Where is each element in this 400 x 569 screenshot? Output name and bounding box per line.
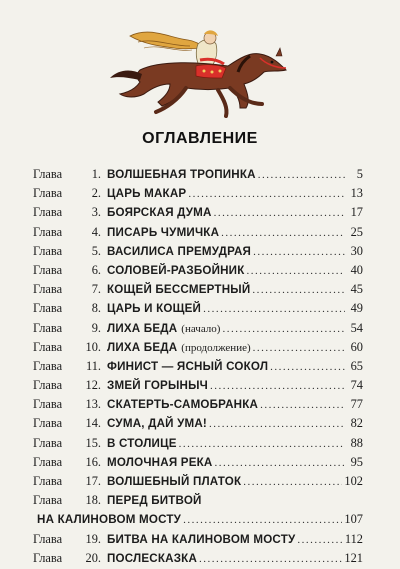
page-number: 65: [350, 358, 363, 373]
toc-entry: [33, 203, 363, 222]
chapter-label: Глава: [33, 243, 63, 258]
chapter-number: 7.: [91, 282, 101, 297]
page-number: 77: [350, 397, 363, 412]
toc-entry: [33, 242, 363, 261]
horse-and-rider-illustration: [100, 8, 300, 120]
chapter-number: 15.: [85, 435, 101, 450]
page-number: 49: [350, 301, 363, 316]
toc-entry: [33, 510, 363, 529]
chapter-label: Глава: [33, 378, 63, 393]
page-number: 40: [350, 262, 363, 277]
toc-entry: [33, 223, 363, 242]
page-number: 88: [350, 435, 363, 450]
chapter-label: Глава: [33, 339, 63, 354]
leader-dots: [179, 435, 345, 454]
leader-dots: [252, 281, 345, 300]
page-number: 30: [350, 243, 363, 258]
chapter-title: ВОЛШЕБНЫЙ ПЛАТОК: [107, 475, 242, 488]
page-number: 112: [344, 531, 363, 546]
chapter-number: 6.: [91, 262, 101, 277]
toc-entry: [33, 338, 363, 357]
leader-dots: [183, 511, 342, 530]
chapter-title: СОЛОВЕЙ-РАЗБОЙНИК: [107, 263, 245, 277]
toc-entry: [33, 280, 363, 299]
leader-dots: [253, 339, 345, 358]
leader-dots: [246, 262, 345, 281]
page-title: ОГЛАВЛЕНИЕ: [142, 130, 258, 147]
toc-entry: [33, 453, 363, 472]
chapter-number: 2.: [91, 186, 101, 201]
leader-dots: [199, 550, 342, 569]
page-number: 13: [350, 186, 363, 201]
toc-entry: [33, 395, 363, 414]
toc-entry: [33, 261, 363, 280]
leader-dots: [270, 358, 345, 377]
chapter-number: 1.: [91, 167, 101, 181]
chapter-title: ЛИХА БЕДА: [107, 340, 178, 354]
toc-entry: [33, 165, 363, 184]
chapter-label: Глава: [33, 167, 63, 181]
chapter-number: 13.: [85, 397, 101, 412]
leader-dots: [210, 377, 345, 396]
leader-dots: [258, 166, 345, 185]
leader-dots: [260, 396, 345, 415]
chapter-label: Глава: [33, 358, 63, 373]
toc-entry: [33, 549, 363, 568]
leader-dots: [215, 454, 346, 473]
chapter-number: 20.: [85, 550, 101, 565]
chapter-label: Глава: [33, 416, 63, 431]
chapter-note: (продолжение): [181, 341, 251, 354]
toc-entry: [33, 414, 363, 433]
page-number: 45: [350, 282, 363, 297]
chapter-number: 11.: [85, 358, 101, 373]
chapter-label: Глава: [33, 205, 63, 220]
toc-entry: [33, 184, 363, 203]
chapter-label: Глава: [33, 474, 63, 488]
chapter-label: Глава: [33, 282, 63, 297]
leader-dots: [243, 473, 342, 492]
leader-dots: [222, 320, 345, 339]
chapter-title: МОЛОЧНАЯ РЕКА: [107, 455, 213, 469]
chapter-title: КОЩЕЙ БЕССМЕРТНЫЙ: [107, 283, 251, 297]
page-number: 121: [344, 550, 363, 565]
chapter-title: ЗМЕЙ ГОРЫНЫЧ: [107, 379, 208, 393]
chapter-number: 8.: [91, 301, 101, 316]
chapter-number: 18.: [85, 493, 101, 508]
chapter-note: (начало): [181, 322, 221, 335]
chapter-label: Глава: [33, 397, 63, 412]
chapter-title: ВОЛШЕБНАЯ ТРОПИНКА: [107, 168, 256, 181]
chapter-number: 5.: [91, 243, 101, 258]
chapter-title: СКАТЕРТЬ-САМОБРАНКА: [107, 398, 259, 412]
page-number: 102: [344, 474, 363, 488]
page-number: 74: [350, 378, 363, 393]
chapter-number: 12.: [85, 378, 101, 393]
table-of-contents: [33, 165, 363, 568]
chapter-label: Глава: [33, 301, 63, 316]
chapter-title: СУМА, ДАЙ УМА!: [107, 417, 207, 431]
leader-dots: [188, 185, 345, 204]
chapter-title: ЛИХА БЕДА: [107, 321, 178, 335]
page-number: 17: [350, 205, 363, 220]
chapter-label: Глава: [33, 493, 63, 508]
chapter-label: Глава: [33, 550, 63, 565]
chapter-label: Глава: [33, 320, 63, 335]
page-number: 25: [350, 224, 363, 239]
chapter-title: ВАСИЛИСА ПРЕМУДРАЯ: [107, 244, 252, 258]
toc-entry: [33, 434, 363, 453]
leader-dots: [221, 224, 345, 243]
chapter-title: ЦАРЬ МАКАР: [107, 187, 187, 201]
toc-entry: [33, 357, 363, 376]
chapter-number: 3.: [91, 205, 101, 220]
page-number: 95: [350, 454, 363, 469]
chapter-number: 4.: [91, 224, 101, 239]
toc-entry: [33, 472, 363, 491]
chapter-label: Глава: [33, 224, 63, 239]
chapter-label: Глава: [33, 531, 63, 546]
chapter-number: 14.: [85, 416, 101, 431]
leader-dots: [253, 243, 345, 262]
toc-entry: [33, 376, 363, 395]
chapter-title: ПОСЛЕСКАЗКА: [107, 551, 198, 565]
chapter-label: Глава: [33, 186, 63, 201]
toc-entry: [33, 299, 363, 318]
leader-dots: [203, 300, 345, 319]
chapter-title: ФИНИСТ — ЯСНЫЙ СОКОЛ: [107, 359, 269, 373]
chapter-title: ЦАРЬ И КОЩЕЙ: [107, 302, 202, 316]
page-number: 107: [344, 512, 363, 527]
chapter-title: БОЯРСКАЯ ДУМА: [107, 206, 212, 220]
chapter-number: 19.: [85, 531, 101, 546]
page-number: 5: [356, 167, 363, 181]
chapter-number: 9.: [91, 320, 101, 335]
chapter-title: ПИСАРЬ ЧУМИЧКА: [107, 225, 220, 239]
leader-dots: [297, 531, 342, 550]
toc-entry: [33, 319, 363, 338]
chapter-number: 16.: [85, 454, 101, 469]
leader-dots: [214, 204, 345, 223]
chapter-label: Глава: [33, 435, 63, 450]
chapter-number: 10.: [85, 339, 101, 354]
toc-entry: [33, 491, 363, 510]
chapter-title: БИТВА НА КАЛИНОВОМ МОСТУ: [107, 532, 296, 546]
page-number: 82: [350, 416, 363, 431]
chapter-label: Глава: [33, 262, 63, 277]
page-number: 54: [350, 320, 363, 335]
chapter-title: ПЕРЕД БИТВОЙ: [107, 494, 202, 508]
chapter-number: 17.: [85, 474, 101, 488]
chapter-title: В СТОЛИЦЕ: [107, 436, 177, 450]
toc-entry: [33, 530, 363, 549]
page-number: 60: [350, 339, 363, 354]
chapter-title: НА КАЛИНОВОМ МОСТУ: [37, 513, 182, 527]
chapter-label: Глава: [33, 454, 63, 469]
leader-dots: [209, 415, 345, 434]
